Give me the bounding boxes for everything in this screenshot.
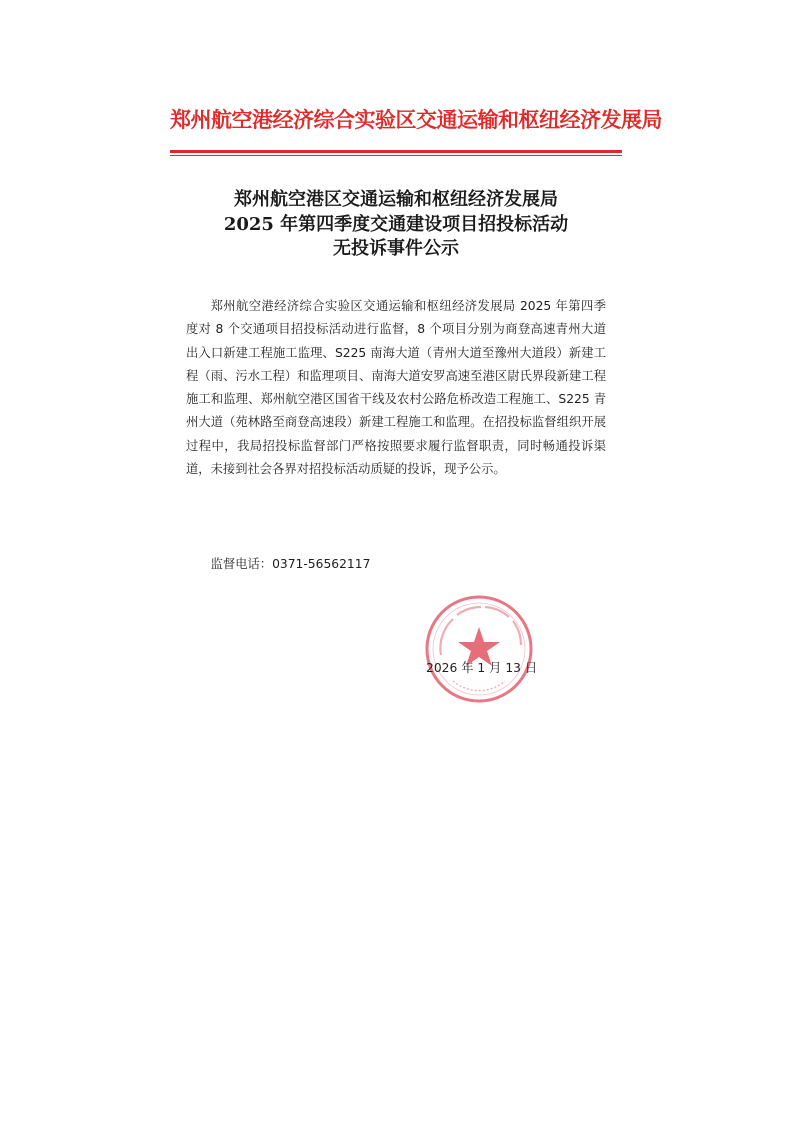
supervision-phone: 监督电话：0371-56562117 [210, 557, 371, 571]
notice-body-paragraph: 郑州航空港经济综合实验区交通运输和枢纽经济发展局 2025 年第四季度对 8 个交通项目招投标活动进行监督，8 个项目分别为商登高速青州大道出入口新建工程施工监理、S225 南海大道（青州大道至豫州大道段）新建工程（雨、污水工程）和监理项目、南海大道安罗高速至港区尉氏界段新建工程施工和监理、郑州航空港区国省干线及农村公路危桥改造工程施工、S225 青州大道（苑林路至商登高速段）新建工程施工和监理。在招投标监督组织开展过程中，我局招投标监督部门严格按照要求履行监督职责，同时畅通投诉渠道，未接到社会各界对招投标活动质疑的投诉，现予公示。 [186, 299, 606, 477]
notice-title-line-1: 郑州航空港区交通运输和枢纽经济发展局 [234, 189, 558, 210]
notice-date: 2026 年 1 月 13 日 [426, 661, 538, 675]
letterhead-title: 郑州航空港经济综合实验区交通运输和枢纽经济发展局 [170, 107, 662, 132]
notice-title-line-3: 无投诉事件公示 [333, 238, 459, 259]
notice-title [160, 188, 632, 262]
notice-title-line-2: 2025 年第四季度交通建设项目招投标活动 [223, 213, 569, 235]
letterhead-rule-thin [170, 155, 622, 156]
official-seal-icon [423, 593, 538, 705]
letterhead-rule-thick [170, 150, 622, 153]
